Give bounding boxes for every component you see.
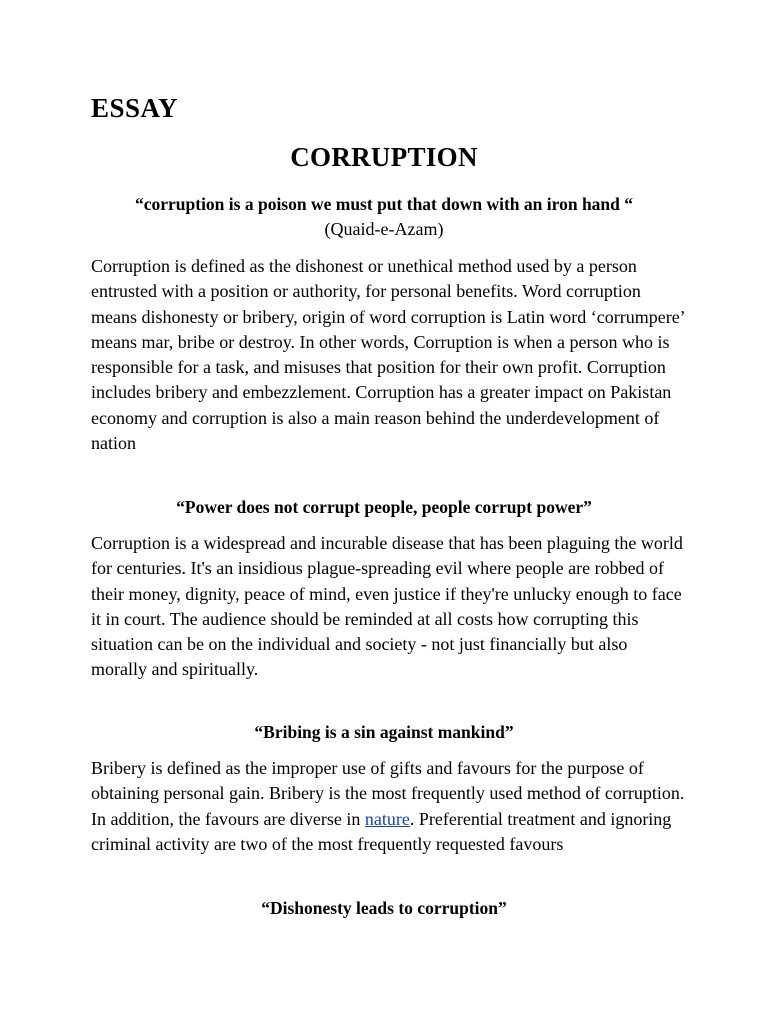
essay-heading: ESSAY	[91, 93, 179, 123]
nature-link[interactable]: nature	[364, 808, 410, 829]
quote-attribution: (Quaid-e-Azam)	[324, 219, 444, 239]
quote-dishonesty: “Dishonesty leads to corruption”	[261, 898, 507, 918]
paragraph-disease: Corruption is a widespread and incurable disease that has been plaguing the world for centuries. It's an insidious plague-spreading evil where people are robbed of their money, dignity, peace of mind, even justice if they're unlucky enough to face it in court. The audience should be reminded at all costs how corrupting this situation can be on the individual and society - not just financially but also morally and spiritually.	[91, 533, 683, 680]
paragraph-bribery-text-end: . Preferential treatment and ignoring criminal activity are two of the most frequently requested favours	[91, 808, 672, 854]
quote-quaid: “corruption is a poison we must put that down with an iron hand “	[134, 194, 634, 214]
paragraph-bribery-text-start: Bribery is defined as the improper use of gifts and favours for the purpose of obtaining personal gain. Bribery is the most frequently used method of corruption. In addition, the favours are diverse in	[91, 758, 685, 829]
quote-power: “Power does not corrupt people, people corrupt power”	[176, 497, 592, 517]
quote-bribing: “Bribing is a sin against mankind”	[254, 722, 514, 742]
essay-title: CORRUPTION	[290, 142, 478, 172]
paragraph-definition: Corruption is defined as the dishonest or unethical method used by a person entrusted with a position or authority, for personal benefits. Word corruption means dishonesty or bribery, origin of word corruption is Latin word ‘corrumpere’ means mar, bribe or destroy. In other words, Corruption is when a person who is responsible for a task, and misuses that position for their own profit. Corruption includes bribery and embezzlement. Corruption has a greater impact on Pakistan economy and corruption is also a main reason behind the underdevelopment of nation	[91, 256, 685, 454]
paragraph-bribery	[91, 756, 687, 857]
